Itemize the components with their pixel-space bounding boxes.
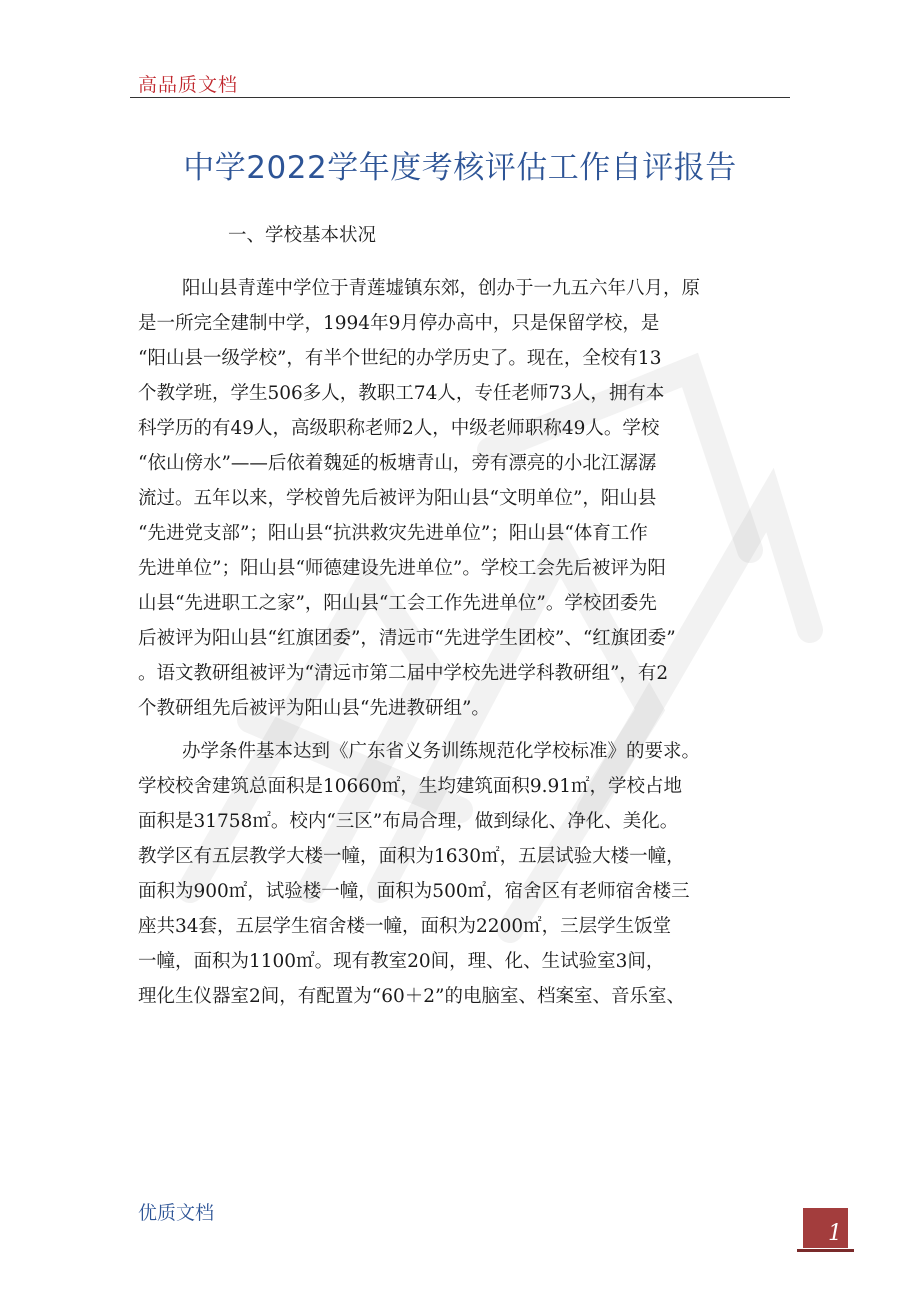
section-heading: 一、学校基本状况	[228, 225, 377, 246]
page-number-badge	[803, 1208, 848, 1248]
paragraph-2-line: 理化生仪器室2间，有配置为“60＋2”的电脑室、档案室、音乐室、	[138, 986, 685, 1007]
paragraph-2-line: 办学条件基本达到《广东省义务训练规范化学校标准》的要求。	[182, 741, 701, 762]
header-brand: 高品质文档	[138, 74, 239, 96]
header-divider	[130, 97, 790, 98]
footer-brand: 优质文档	[138, 1202, 215, 1224]
paragraph-1-line: 山县“先进职工之家”，阳山县“工会工作先进单位”。学校团委先	[138, 593, 657, 614]
paragraph-1-line: 先进单位”；阳山县“师德建设先进单位”。学校工会先后被评为阳	[138, 558, 666, 579]
paragraph-2-line: 一幢，面积为1100㎡。现有教室20间，理、化、生试验室3间，	[138, 951, 665, 972]
paragraph-1-line: 个教学班，学生506多人，教职工74人，专任老师73人，拥有本	[138, 383, 665, 404]
paragraph-1-line: 是一所完全建制中学，1994年9月停办高中，只是保留学校，是	[138, 313, 660, 334]
paragraph-1-line: “阳山县一级学校”，有半个世纪的办学历史了。现在，全校有13	[138, 348, 662, 369]
document-title: 中学2022学年度考核评估工作自评报告	[183, 150, 737, 186]
paragraph-1-line: 后被评为阳山县“红旗团委”，清远市“先进学生团校”、“红旗团委”	[138, 628, 676, 649]
paragraph-1-line: “先进党支部”；阳山县“抗洪救灾先进单位”；阳山县“体育工作	[138, 523, 648, 544]
paragraph-1-line: “依山傍水”——后依着魏延的板塘青山，旁有漂亮的小北江潺潺	[138, 453, 657, 474]
paragraph-1-line: 流过。五年以来，学校曾先后被评为阳山县“文明单位”，阳山县	[138, 488, 657, 509]
paragraph-2-line: 学校校舍建筑总面积是10660㎡，生均建筑面积9.91㎡，学校占地	[138, 776, 683, 797]
paragraph-1-line: 个教研组先后被评为阳山县“先进教研组”。	[138, 698, 490, 719]
paragraph-2-line: 教学区有五层教学大楼一幢，面积为1630㎡，五层试验大楼一幢，	[138, 846, 685, 867]
paragraph-1-line: 。语文教研组被评为“清远市第二届中学校先进学科教研组”，有2	[138, 663, 669, 684]
paragraph-2-line: 面积是31758㎡。校内“三区”布局合理，做到绿化、净化、美化。	[138, 811, 679, 832]
paragraph-1-line: 阳山县青莲中学位于青莲墟镇东郊，创办于一九五六年八月，原	[182, 278, 701, 299]
page-number: 1	[828, 1221, 842, 1246]
paragraph-2-line: 座共34套，五层学生宿舍楼一幢，面积为2200㎡，三层学生饭堂	[138, 916, 672, 937]
paragraph-1-line: 科学历的有49人，高级职称老师2人，中级老师职称49人。学校	[138, 418, 660, 439]
paragraph-2-line: 面积为900㎡，试验楼一幢，面积为500㎡，宿舍区有老师宿舍楼三	[138, 881, 690, 902]
